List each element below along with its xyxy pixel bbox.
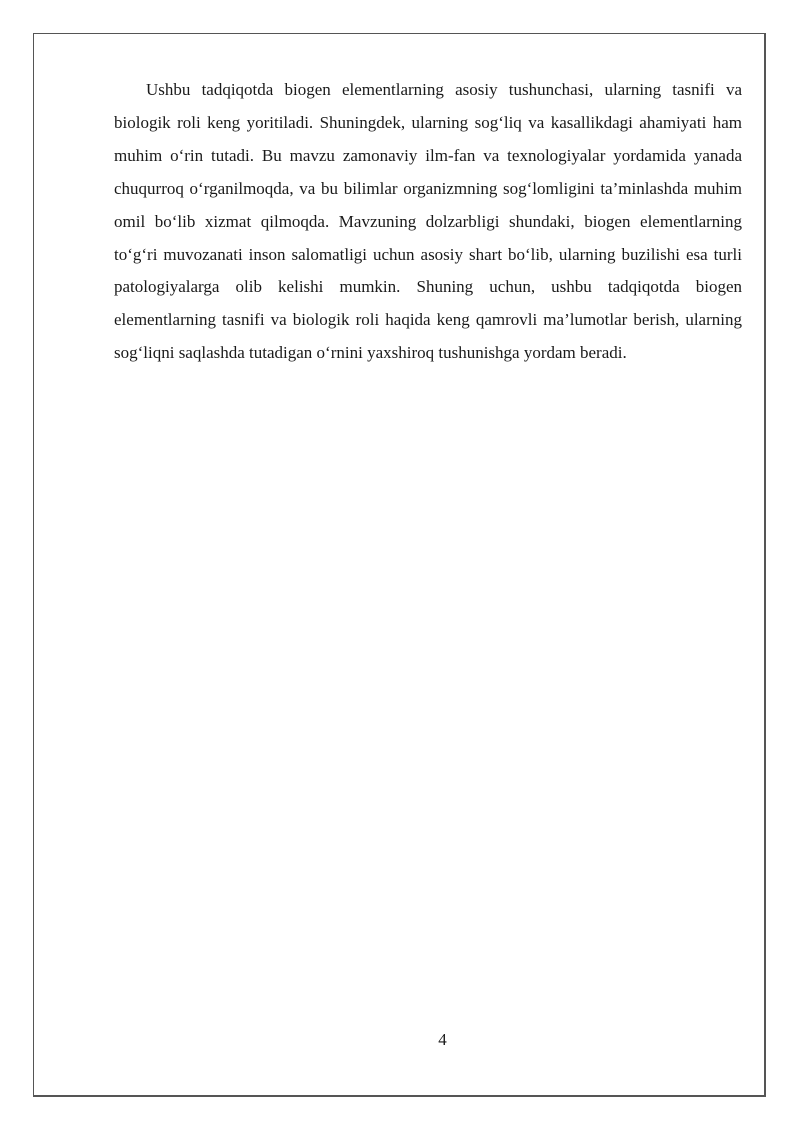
body-paragraph: Ushbu tadqiqotda biogen elementlarning asosiy tushunchasi, ularning tasnifi va biologik roli keng yoritiladi. Shuningdek, ularning sog‘liq va kasallikdagi ahamiyati ham muhim o‘rin tutadi. Bu mavzu zamonaviy ilm-fan va texnologiyalar yordamida yanada chuqurroq o‘rganilmoqda, va bu bilimlar organizmning sog‘lomligini ta’minlashda muhim omil bo‘lib xizmat qilmoqda. Mavzuning dolzarbligi shundaki, biogen elementlarning to‘g‘ri muvozanati inson salomatligi uchun asosiy shart bo‘lib, ularning buzilishi esa turli patologiyalarga olib kelishi mumkin. Shuning uchun, ushbu tadqiqotda biogen elementlarning tasnifi va biologik roli haqida keng qamrovli ma’lumotlar berish, ularning sog‘liqni saqlashda tutadigan o‘rnini yaxshiroq tushunishga yordam beradi. (114, 80, 742, 363)
page-number: 4 (438, 1030, 447, 1049)
